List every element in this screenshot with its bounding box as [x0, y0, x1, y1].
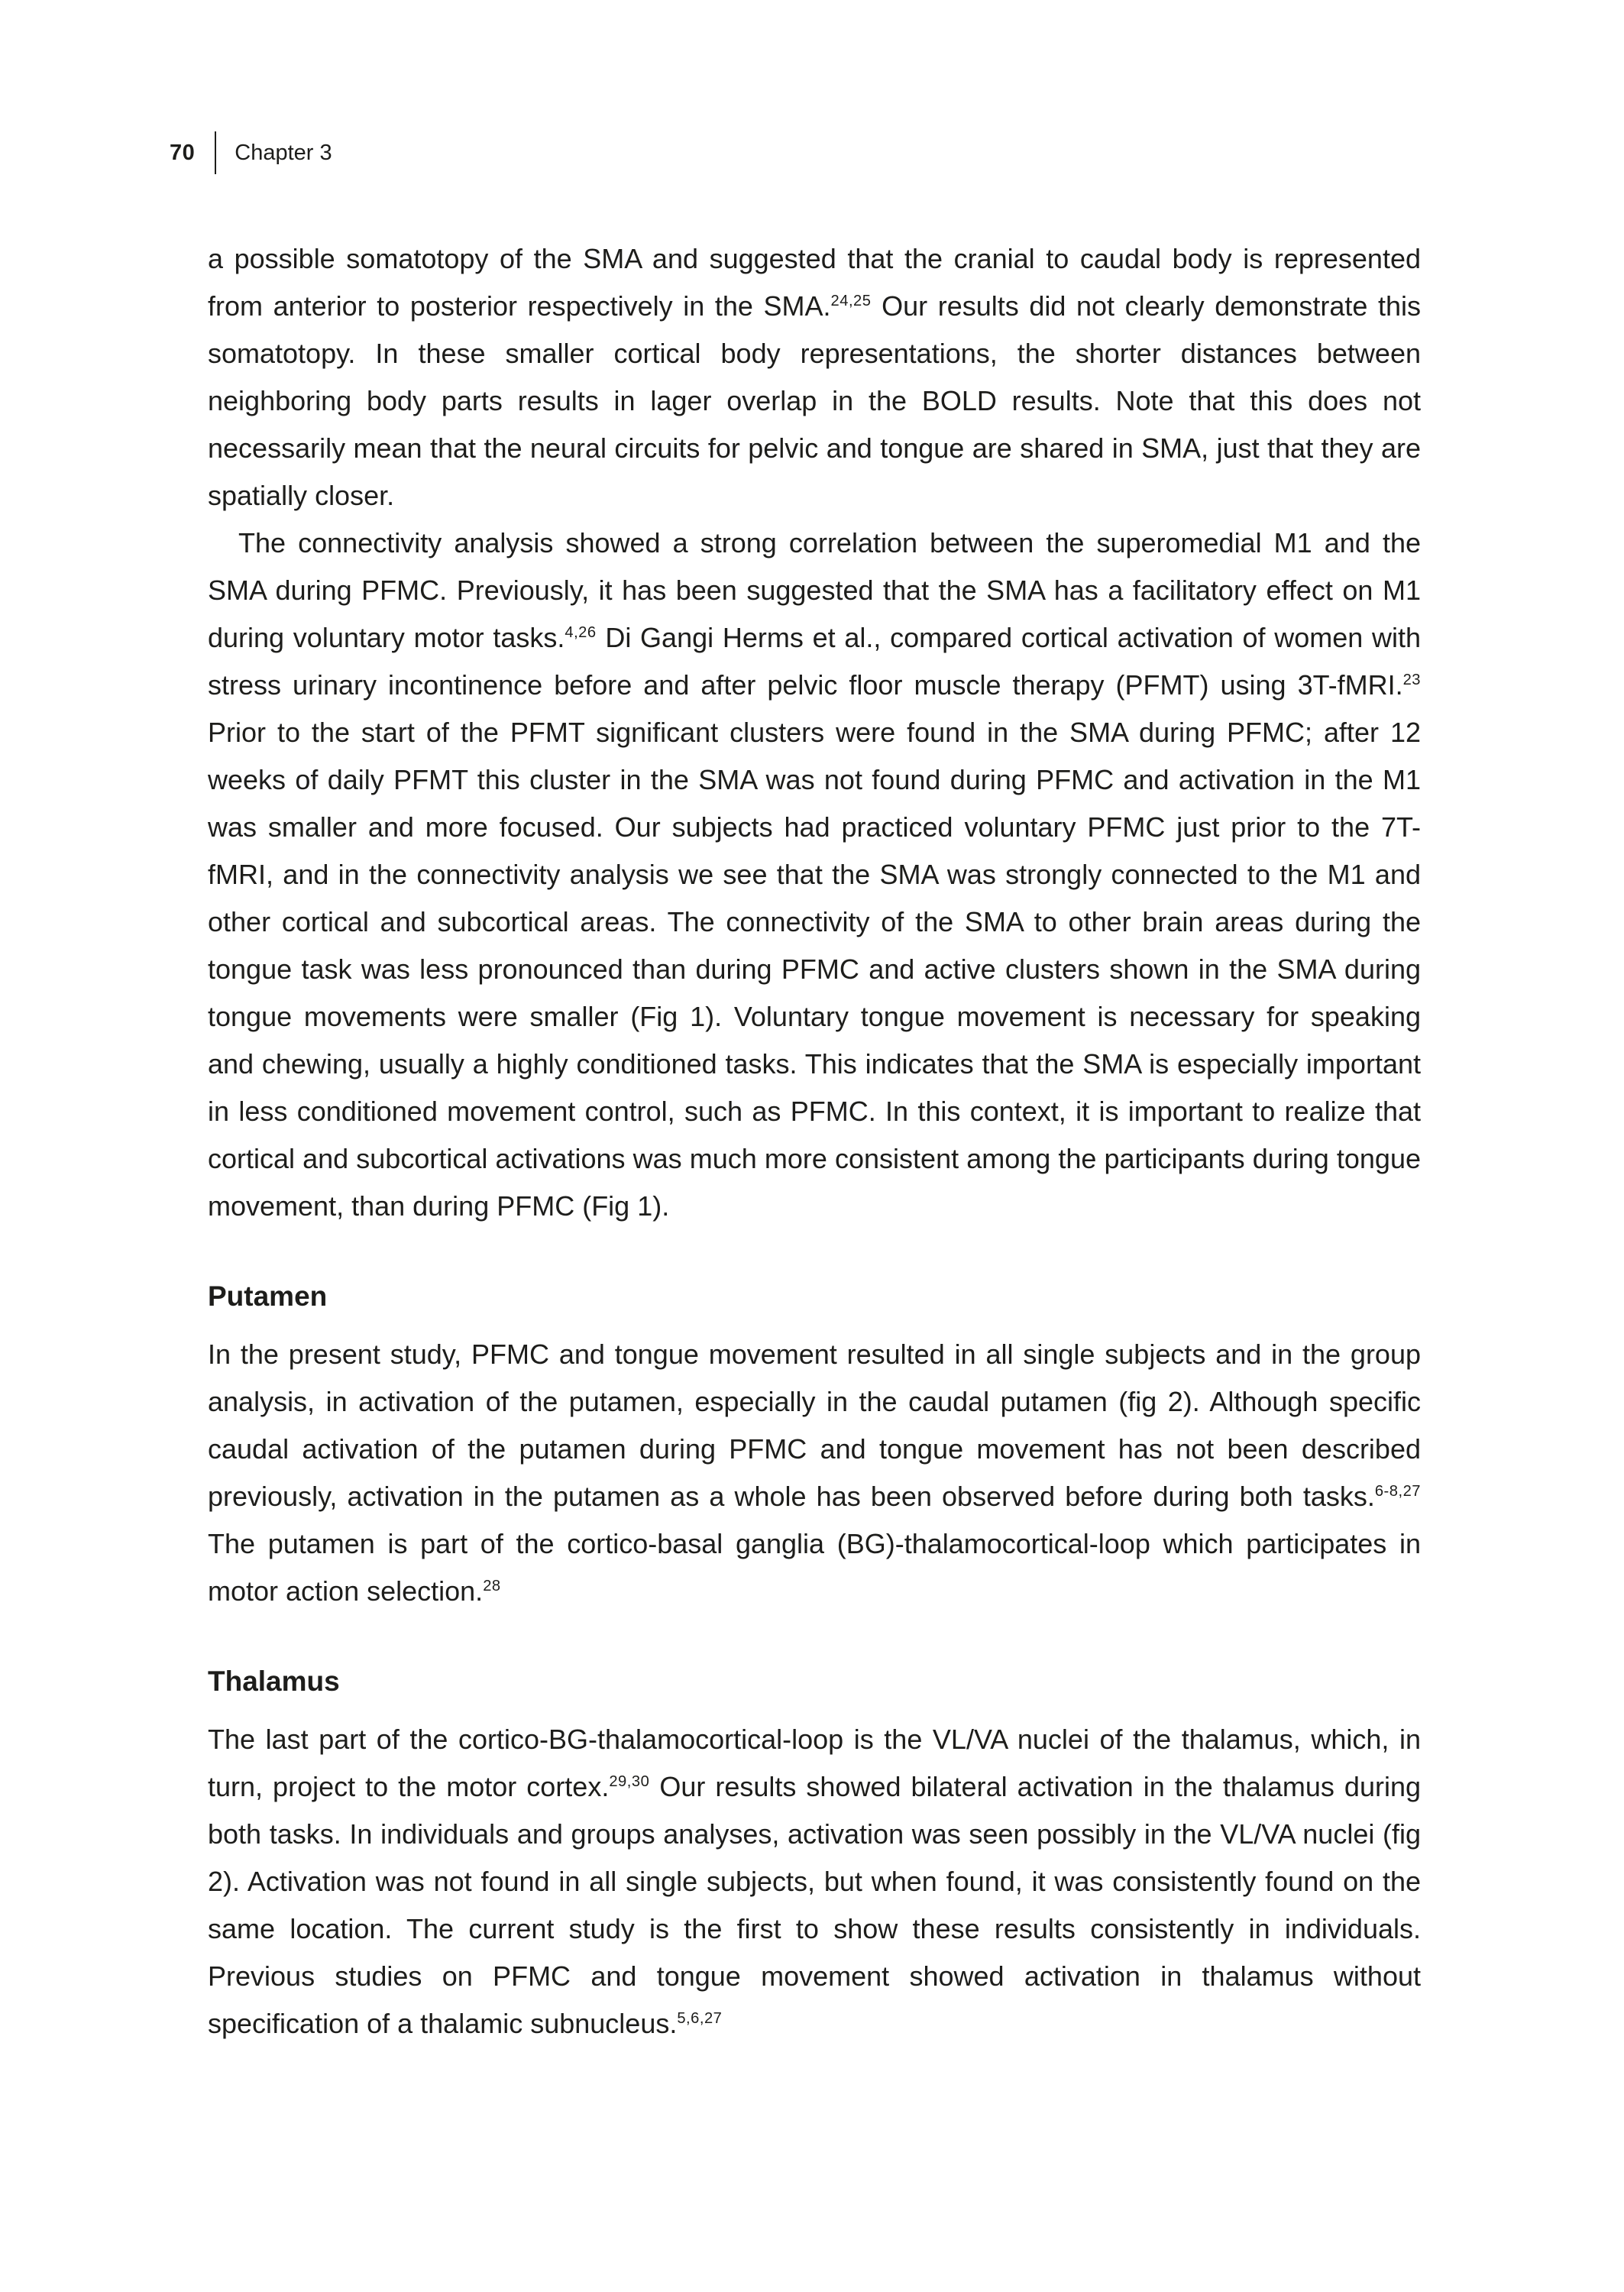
page-body [208, 235, 1421, 2048]
paragraph-text: Our results did not clearly demonstrate this somatotopy. In these smaller cortical body representations, the shorter distances between neighboring body parts results in lager overlap in the BOLD results. Note that this does not necessarily mean that the neural circuits for pelvic and tongue are shared in SMA, just that they are spatially closer. [208, 290, 1421, 511]
reference-superscript: 5,6,27 [677, 2010, 723, 2027]
paragraph [208, 1331, 1421, 1615]
paragraph-text: Our results showed bilateral activation in the thalamus during both tasks. In individuals and groups analyses, activation was seen possibly in the VL/VA nuclei (fig 2). Activation was not found in all single subjects, but when found, it was consistently found on the same location. The current study is the first to show these results consistently in individuals. Previous studies on PFMC and tongue movement showed activation in thalamus without specification of a thalamic subnucleus. [208, 1771, 1421, 2039]
section-heading: Thalamus [208, 1666, 340, 1697]
reference-superscript: 24,25 [830, 293, 872, 309]
paragraph-text: a possible somatotopy of the SMA and suggested that the cranial to caudal body is represented from anterior to posterior respectively in the SMA. [208, 243, 1421, 322]
paragraph-text: The last part of the cortico-BG-thalamocortical-loop is the VL/VA nuclei of the thalamus, which, in turn, project to the motor cortex. [208, 1724, 1421, 1802]
paragraph [208, 1716, 1421, 2048]
reference-superscript: 6-8,27 [1374, 1483, 1421, 1500]
paragraph-text: Di Gangi Herms et al., compared cortical activation of women with stress urinary incontinence before and after pelvic floor muscle therapy (PFMT) using 3T-fMRI. [208, 622, 1421, 701]
paragraph-text: The connectivity analysis showed a strong correlation between the superomedial M1 and the SMA during PFMC. Previously, it has been suggested that the SMA has a facilitatory effect on M1 during voluntary motor tasks. [208, 527, 1421, 653]
paragraph-text: The putamen is part of the cortico-basal ganglia (BG)-thalamocortical-loop which participates in motor action selection. [208, 1528, 1421, 1607]
paragraph-text: In the present study, PFMC and tongue movement resulted in all single subjects and in the group analysis, in activation of the putamen, especially in the caudal putamen (fig 2). Although specific caudal activation of the putamen during PFMC and tongue movement has not been described previously, activation in the putamen as a whole has been observed before during both tasks. [208, 1339, 1421, 1512]
section-heading: Putamen [208, 1280, 328, 1312]
paragraph [208, 520, 1421, 1230]
paragraph-text: Prior to the start of the PFMT significant clusters were found in the SMA during PFMC; after 12 weeks of daily PFMT this cluster in the SMA was not found during PFMC and activation in the M1 was smaller and more focused. Our subjects had practiced voluntary PFMC just prior to the 7T-fMRI, and in the connectivity analysis we see that the SMA was strongly connected to the M1 and other cortical and subcortical areas. The connectivity of the SMA to other brain areas during the tongue task was less pronounced than during PFMC and active clusters shown in the SMA during tongue movements were smaller (Fig 1). Voluntary tongue movement is necessary for speaking and chewing, usually a highly conditioned tasks. This indicates that the SMA is especially important in less conditioned movement control, such as PFMC. In this context, it is important to realize that cortical and subcortical activations was much more consistent among the participants during tongue movement, than during PFMC (Fig 1). [208, 717, 1421, 1222]
reference-superscript: 23 [1402, 672, 1421, 688]
page-number: 70 [170, 140, 196, 165]
reference-superscript: 28 [483, 1578, 501, 1594]
reference-superscript: 4,26 [565, 624, 597, 641]
page-header [170, 131, 332, 174]
header-divider [215, 131, 216, 174]
reference-superscript: 29,30 [609, 1773, 650, 1790]
paragraph [208, 235, 1421, 520]
chapter-title: Chapter 3 [235, 140, 332, 165]
